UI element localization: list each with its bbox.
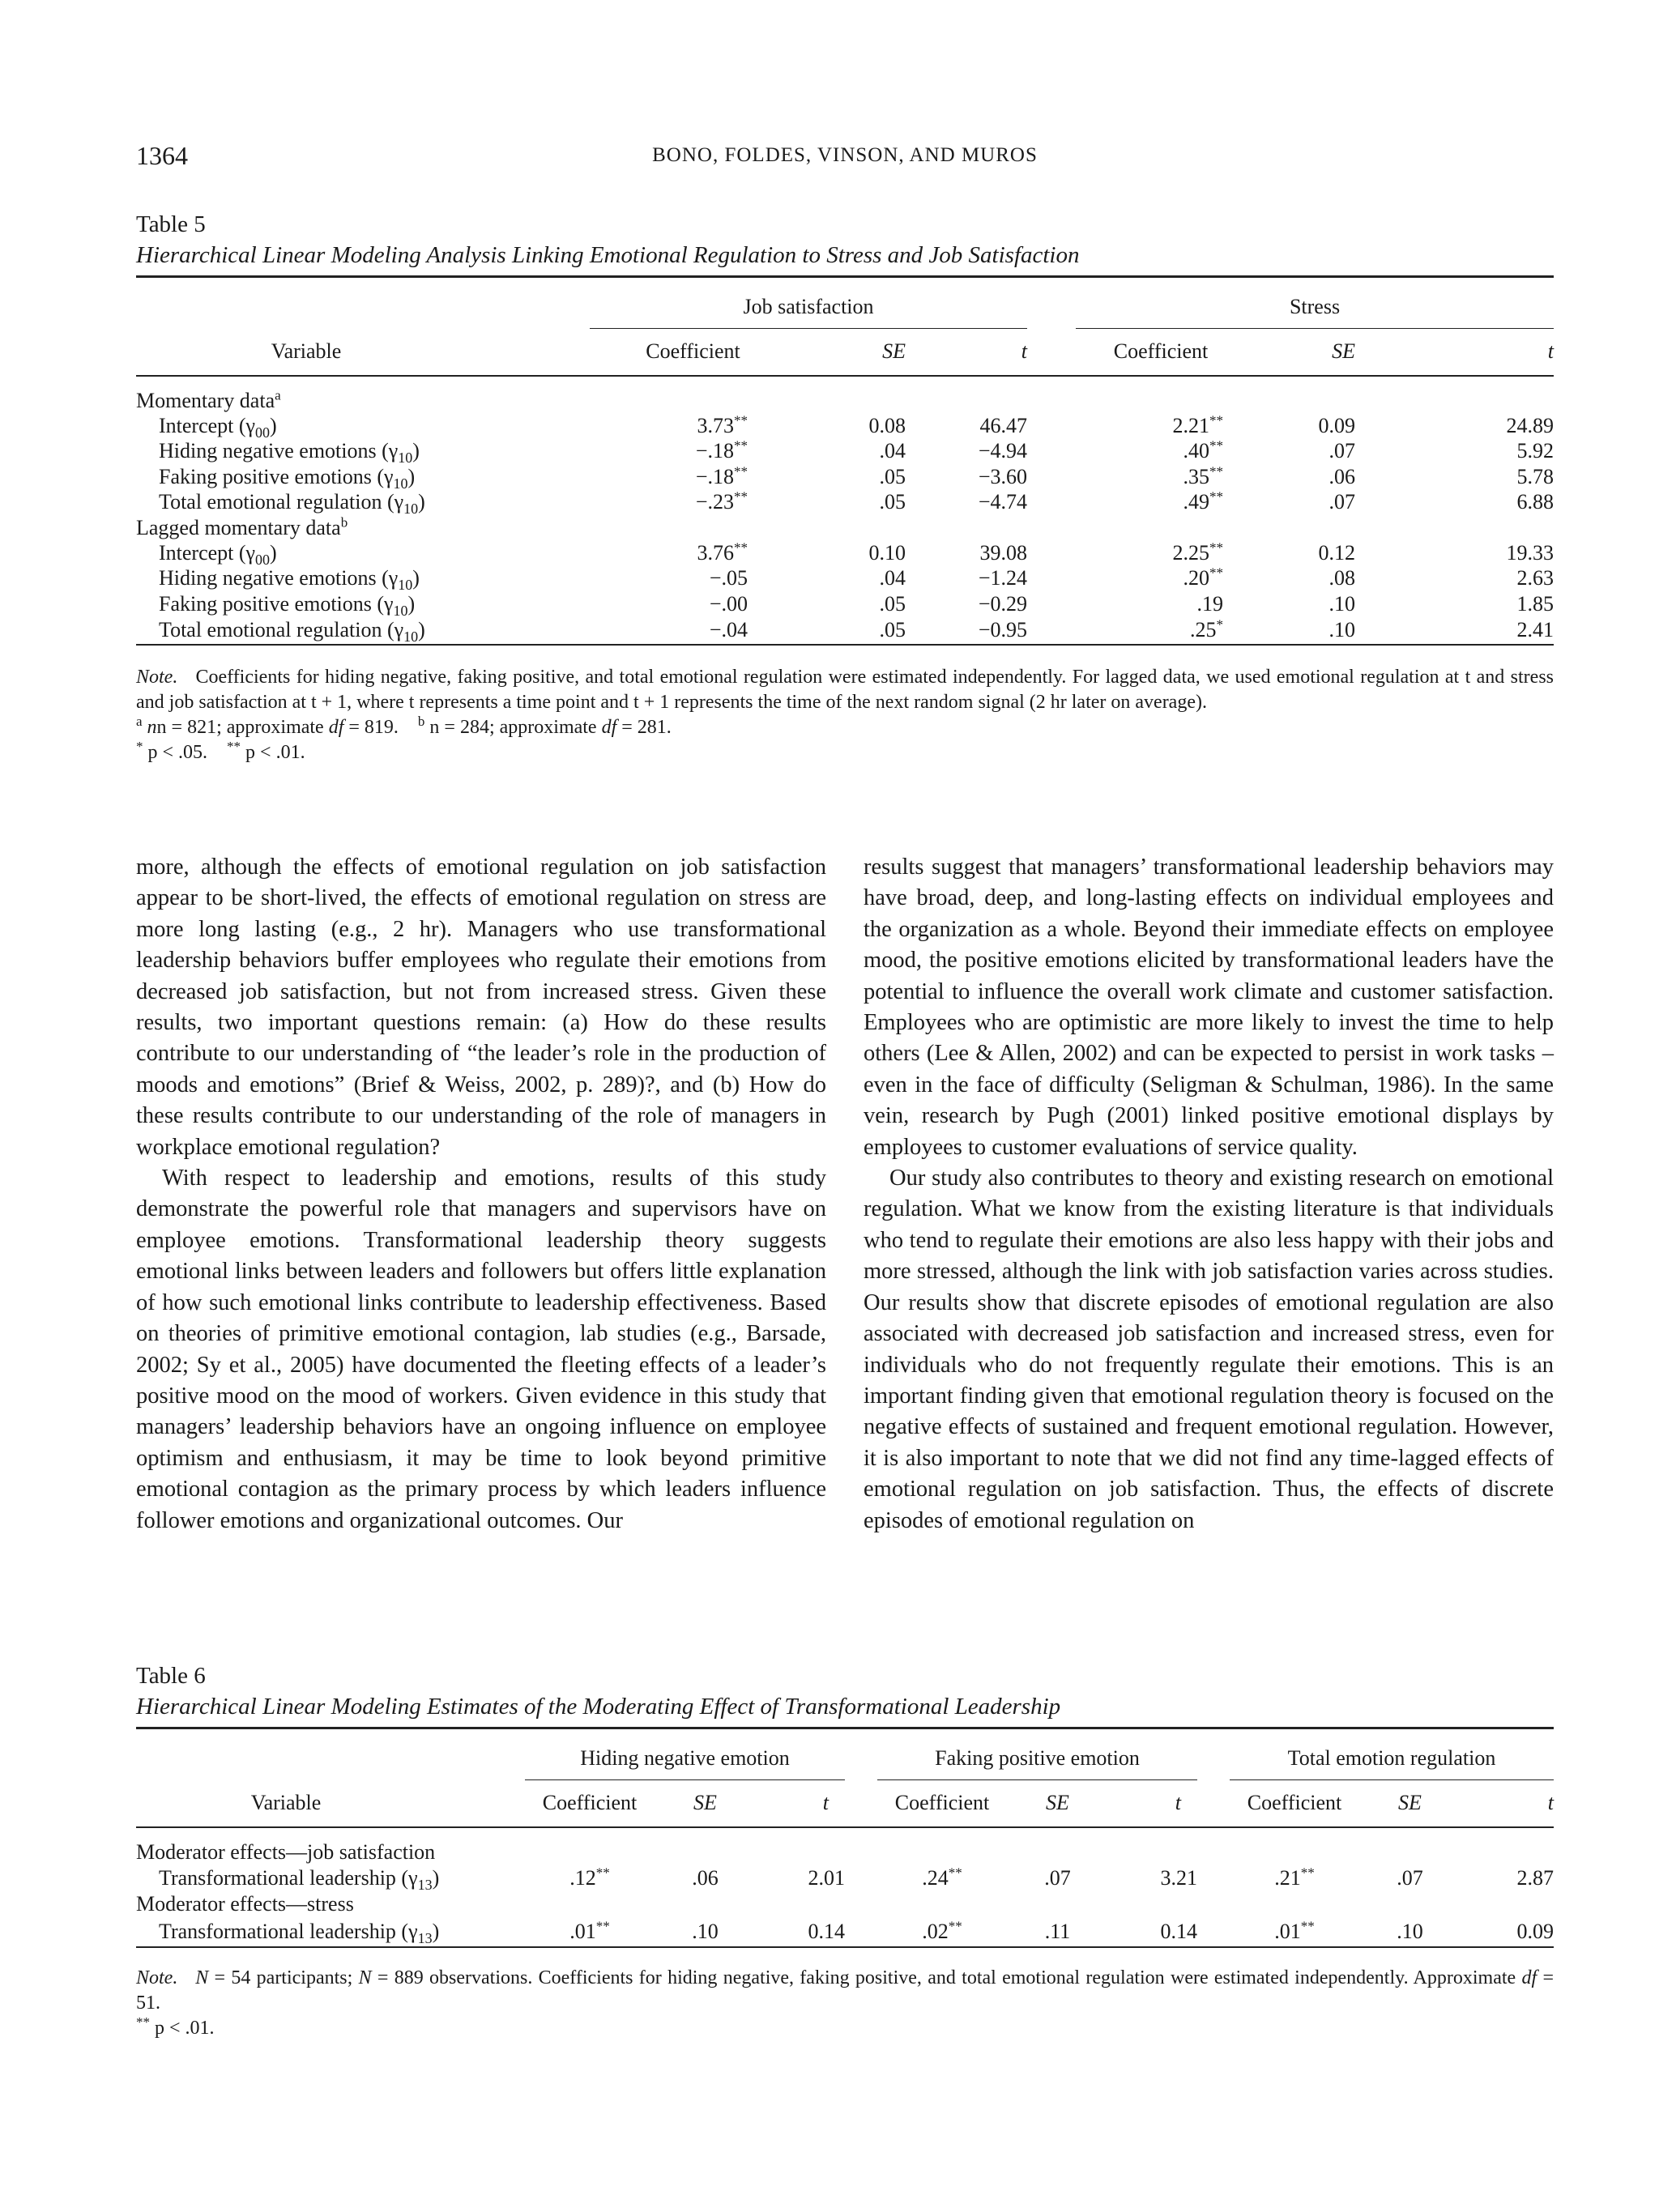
table-row: Total emotional regulation $(\gamma_{10})$ −.04 .05 −0.95 .25* .10 2.41 [136, 617, 1554, 645]
table5 [136, 275, 1554, 646]
col-variable: Variable [271, 339, 342, 363]
table-row: Intercept $(\gamma_{00})$ 3.76** 0.10 39.08 2.25** 0.12 19.33 [159, 539, 1554, 568]
table-row: Intercept $(\gamma_{00})$ 3.73** 0.08 46.47 2.21** 0.09 24.89 [159, 412, 1554, 441]
col-st-t: t [1547, 339, 1554, 364]
table-row: Faking positive emotions $(\gamma_{10})$ −.18** .05 −3.60 .35** .06 5.78 [159, 463, 1554, 492]
table5-note: Note. Coefficients for hiding negative, faking positive, and total emotional regulation were estimated independently. For lagged data, we used emotional regulation at t and stress and job satisfaction at t + 1, where t represents a time point and t + 1 represents the time of the next random signal (2 hr later on average). [136, 666, 1555, 713]
table6-group-header [136, 1728, 1554, 1780]
col-js-se: SE [882, 339, 906, 364]
table-section-row: Moderator effects—job satisfaction [136, 1839, 436, 1864]
paragraph: more, although the effects of emotional regulation on job satisfaction appear to be short-lived, the effects of emotional regulation on stress are more long lasting (e.g., 2 hr). Managers who use transformational leadership behaviors buffer employees who regulate their emotions from decreased job satisfaction, but not from increased stress. Given these results, two important questions remain: (a) How do these results contribute to our understanding of “the leader’s role in the production of moods and emotions” (Brief & Weiss, 2002, p. 289)?, and (b) How do these results contribute to our understanding of the role of managers in workplace emotional regulation? [136, 855, 826, 1160]
table-row: Faking positive emotions $(\gamma_{10})$ −.00 .05 −0.29 .19 .10 1.85 [159, 591, 1554, 619]
col-st-se: SE [1332, 339, 1355, 364]
running-title: BONO, FOLDES, VINSON, AND MUROS [652, 144, 1038, 166]
paragraph: With respect to leadership and emotions, results of this study demonstrate the powerful role that managers and supervisors have on employee emotions. Transformational leadership theory suggests emotional links between leaders and followers but offers little explanation of how such emotional links contribute to leadership effectiveness. Based on theories of primitive emotional contagion, lab studies (e.g., Barsade, 2002; Sy et al., 2005) have documented the fleeting effects of a leader’s positive mood on the mood of workers. Given evidence in this study that managers’ leadership behaviors have an ongoing influence on employee optimism and enthusiasm, it may be time to look beyond primitive emotional contagion as the primary process by which leaders influence follower emotions and organizational outcomes. Our [136, 1166, 826, 1533]
running-head [136, 141, 1554, 173]
col-st-coefficient: Coefficient [1113, 339, 1209, 364]
column-left [136, 852, 826, 1536]
paragraph: Our study also contributes to theory and existing research on emotional regulation. What we know from the existing literature is that individuals who tend to regulate their emotions are also less happy with their jobs and more stressed, although the link with job satisfaction varies across studies. Our results show that discrete episodes of emotional regulation are also associated with decreased job satisfaction and increased stress, even for individuals who do not frequently regulate their emotions. This is an important finding given that emotional regulation theory is focused on the negative effects of sustained and frequent emotional regulation. However, it is also important to note that we did not find any time-lagged effects of emotional regulation on job satisfaction. Thus, the effects of discrete episodes of emotional regulation on [864, 1166, 1554, 1533]
body-text [136, 852, 1554, 1613]
col-variable: Variable [250, 1791, 322, 1814]
table6-footnote-p: ** p < .01. [136, 2014, 215, 2039]
group-job-satisfaction: Job satisfaction [590, 277, 1027, 329]
group-total-regulation: Total emotion regulation [1230, 1728, 1554, 1780]
column-right [864, 852, 1554, 1536]
table-row: Transformational leadership $(\gamma_{13})$ .12** .06 2.01 .24** .07 3.21 .21** .07 2.87 [159, 1864, 1554, 1893]
table6-block [136, 1660, 1554, 2041]
table5-column-header [136, 328, 1554, 376]
table-section-row: Lagged momentary data$^b$ [136, 514, 348, 539]
col-js-t: t [1021, 339, 1027, 364]
group-faking-positive: Faking positive emotion [877, 1728, 1197, 1780]
paragraph: results suggest that managers’ transformational leadership behaviors may have broad, deep, and long-lasting effects on individual employees and the organization as a whole. Beyond their immediate effects on employee mood, the positive emotions elicited by transformational leaders have the potential to influence the overall work climate and customer satisfaction. Employees who are optimistic are more likely to invest the time to help others (Lee & Allen, 2002) and can be expected to persist in work tasks – even in the face of difficulty (Seligman & Schulman, 1986). In the same vein, research by Pugh (2001) linked positive emotional displays by employees to customer evaluations of service quality. [864, 855, 1554, 1160]
table-row: Total emotional regulation $(\gamma_{10})$ −.23** .05 −4.74 .49** .07 6.88 [159, 488, 1554, 518]
table-row: Hiding negative emotions $(\gamma_{10})$ −.05 .04 −1.24 .20** .08 2.63 [159, 565, 1554, 594]
col-js-coefficient: Coefficient [646, 339, 740, 364]
table6 [136, 1727, 1554, 1948]
table-section-row: Momentary data$^a$ [136, 386, 281, 412]
group-stress: Stress [1076, 277, 1554, 329]
table-row: Transformational leadership $(\gamma_{13})$ .01** .10 0.14 .02** .11 0.14 .01** .10 0.09 [136, 1916, 1554, 1947]
table-row: Hiding negative emotions $(\gamma_{10})$ −.18** .04 −4.94 .40** .07 5.92 [159, 437, 1554, 467]
table6-caption: Hierarchical Linear Modeling Estimates of the Moderating Effect of Transformational Leadership [136, 1694, 1061, 1720]
table5-footnote-p: * p < .05. ** p < .01. [136, 738, 305, 763]
page-number: 1364 [136, 141, 188, 170]
table5-caption: Hierarchical Linear Modeling Analysis Linking Emotional Regulation to Stress and Job Satisfaction [136, 242, 1080, 268]
table5-footnote-n: $^a$ nn = 821; approximate df = 819. $^b$ n = 284; approximate df = 281. [136, 713, 672, 738]
table6-column-header: Variable Coefficient SE t Coefficient SE t Coefficient SE t [136, 1779, 1554, 1827]
table5-label: Table 5 [136, 211, 206, 237]
table5-group-header [136, 277, 1554, 329]
table-section-row: Moderator effects—stress [136, 1891, 354, 1916]
table5-block [136, 209, 1554, 765]
table6-label: Table 6 [136, 1663, 206, 1689]
group-hiding-negative: Hiding negative emotion [525, 1728, 845, 1780]
table6-note: Note. N = 54 participants; N = 889 observations. Coefficients for hiding negative, faking positive, and total emotional regulation were estimated independently. Approximate df = 51. [136, 1967, 1554, 2014]
